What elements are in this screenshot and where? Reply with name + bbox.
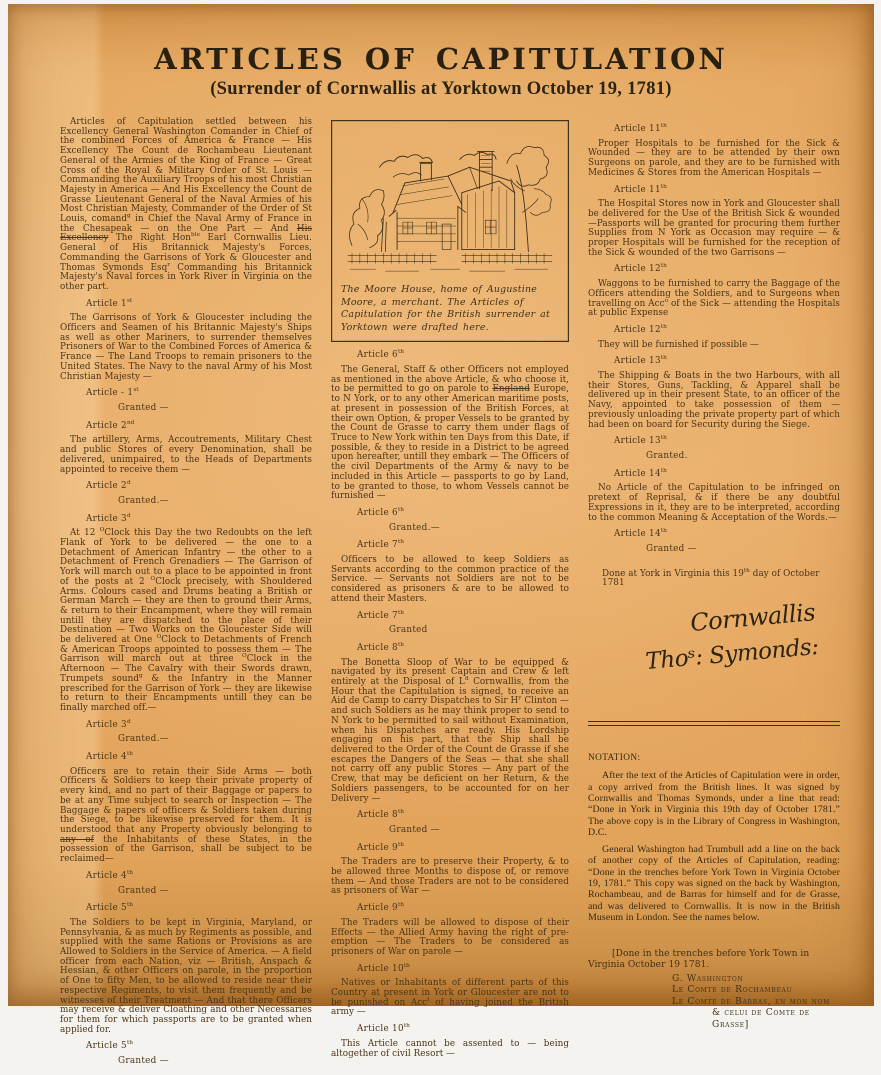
article-paragraph: At 12 $^O$Clock this Day the two Redoubts on the left Flank of York to be delivered — the one to a Detachment of American Infantry — the other to a Detachment of French Grenadiers — The Garrison of York will march out to a place to be appointed in front of the posts at 2 $^O$Clock precisely, with Shouldered Arms. Colours cased and Drums beating a British or German March — they are then to ground their Arms, & return to their Encampment, where they will remain untill they are dispatched to the place of their Destination — Two Works on the Gloucester Side will be delivered at One $^O$Clock to Detachments of French & American Troops appointed to possess them — The Garrison will march out at three $^O$Clock in the Afternoon — The Cavalry with their Swords drawn, Trumpets sound$^g$ & the Infantry in the Manner prescribed for the Garrison of York — they are likewise to return to their Encampments untill they can be finally marched off.— xyxy=(60,527,312,713)
article-paragraph: The Shipping & Boats in the two Harbours, with all their Stores, Guns, Tackling, & Apparel shall be delivered up in their present State, to an officer of the Navy, appointed to take possession of them — previously unloading the private property part of which had been on board for Security during the Siege. xyxy=(588,371,840,430)
article-label: Article 4th xyxy=(86,869,134,881)
article-paragraph: The Garrisons of York & Gloucester including the Officers and Seamen of his Britannic Majesty's Ships as well as other Mariners, to surrender themselves Prisoners of War to the Combined Forces of America & France — The Land Troops to remain prisoners to the United States. The Navy to the naval Army of his Most Christian Majesty — xyxy=(60,313,312,382)
notation-heading: NOTATION: xyxy=(588,752,641,763)
article-paragraph: They will be furnished if possible — xyxy=(598,339,760,350)
page-subtitle: (Surrender of Cornwallis at Yorktown October 19, 1781) xyxy=(210,79,672,99)
article-label: Article 6th xyxy=(357,506,405,518)
article-paragraph: Officers to be allowed to keep Soldiers as Servants according to the common practice of the Service. — Servants not Soldiers are not to be considered as prisoners & are to be allowed to attend their Masters. xyxy=(331,555,569,604)
article-label: Article 6th xyxy=(357,349,405,361)
footer-dateline: [Done in the trenches before York Town in Virginia October 19 1781. xyxy=(588,949,810,971)
article-label: Article 14th xyxy=(614,467,667,479)
article-label: Article 9th xyxy=(357,841,405,853)
granted-line: Granted — xyxy=(118,402,169,413)
article-label: Article 3$^d$ xyxy=(86,718,131,730)
dateline: Done at York in Virginia this 19th day of October 1781 xyxy=(602,567,820,589)
signatory-name: Le Comte de Barras, en mon nom xyxy=(672,996,830,1007)
column-left xyxy=(60,118,312,1075)
article-label: Article 2$^d$ xyxy=(86,480,131,492)
article-label: Article 13th xyxy=(614,355,667,367)
column-right-text xyxy=(588,125,840,589)
article-label: Article - 1st xyxy=(86,387,139,399)
moore-house-figure xyxy=(331,120,569,342)
footer-signatories xyxy=(672,974,840,1032)
column-middle xyxy=(331,118,569,1061)
signatures-image xyxy=(634,593,840,685)
granted-line: Granted.— xyxy=(389,522,440,533)
article-paragraph: Natives or Inhabitants of different parts of this Country at present in York or Gloucester are not to be punished on Acc$^t$ of having joined the British army — xyxy=(331,978,569,1018)
signature-cornwallis: Cornwallis xyxy=(689,598,817,637)
figure-caption: The Moore House, home of Augustine Moore, a merchant. The Articles of Capitulation for the British surrender at Yorktown were drafted here. xyxy=(341,284,550,333)
granted-line: Granted — xyxy=(646,543,697,554)
signatory-name: G. Washington xyxy=(672,973,744,984)
article-paragraph: The artillery, Arms, Accoutrements, Military Chest and public Stores of every Denomination, shall be delivered, unimpaired, to the Heads of Departments appointed to receive them — xyxy=(60,435,312,475)
article-paragraph: The Traders are to preserve their Property, & to be allowed three Months to dispose of, or remove them — And those Traders are not to be considered as prisoners of War — xyxy=(331,857,569,897)
parchment-sheet xyxy=(8,4,874,1067)
article-label: Article 8th xyxy=(357,641,405,653)
article-label: Article 7th xyxy=(357,609,405,621)
article-label: Article 11th xyxy=(614,183,667,195)
granted-line: Granted.— xyxy=(118,734,169,745)
granted-line: Granted — xyxy=(118,885,169,896)
footer-note xyxy=(588,949,840,1031)
article-label: Article 9th xyxy=(357,902,405,914)
article-paragraph: This Article cannot be assented to — being altogether of civil Resort — xyxy=(331,1038,569,1059)
document-header xyxy=(8,4,874,100)
signature-symonds: Thoˢ: Symonds: xyxy=(644,634,820,676)
article-paragraph: Officers are to retain their Side Arms — both Officers & Soldiers to keep their private property of every kind, and no part of their Baggage or papers to be at any Time subject to search or Inspection — The Baggage & papers of officers & Soldiers taken during the Siege, to be likewise preserved for them. It is understood that any Property obviously belonging to any of the Inhabitants of these States, in the possession of the Garrison, shall be subject to be reclaimed— xyxy=(60,766,312,865)
article-paragraph: The General, Staff & other Officers not employed as mentioned in the above Article, & who choose it, to be permitted to go on parole to England Europe, to N York, or to any other American maritime posts, at present in possession of the British Forces, at their own Option, & proper Vessels to be granted by the Count de Grasse to carry them under flags of Truce to New York within ten Days from this Date, if possible, & they to reside in a District to be agreed upon hereafter, untill they embark — The Officers of the civil Departments of the Army & navy to be included in this Article — passports to go by Land, to be granted to those, to whom Vessels cannot be furnished — xyxy=(331,365,570,502)
page-title: ARTICLES OF CAPITULATION xyxy=(154,42,728,76)
granted-line: Granted — xyxy=(118,1056,169,1067)
article-paragraph: The Soldiers to be kept in Virginia, Maryland, or Pennsylvania, & as much by Regiments as possible, and supplied with the same Rations or Provisions as are Allowed to Soldiers in the Service of America. — A field officer from each Nation, viz — British, Anspach & Hessian, & other Officers on parole, in the proportion of One to fifty Men, to be allowed to reside near their respective Regiments, to visit them frequently and be witnesses of their Treatment — And that there Officers may receive & deliver Cloathing and other Necessaries for them for which passports are to be granted when applied for. xyxy=(60,917,312,1035)
moore-house-illustration xyxy=(341,130,559,277)
article-paragraph: No Article of the Capitulation to be infringed on pretext of Reprisal, & if there be any doubtful Expressions in it, they are to be interpreted, according to the common Meaning & Acceptation of the Words.— xyxy=(588,483,840,523)
article-label: Article 7th xyxy=(357,539,405,551)
article-paragraph: Proper Hospitals to be furnished for the Sick & Wounded — they are to be attended by their own Surgeons on parole, and they are to be furnished with Medicines & Stores from the American Hospitals — xyxy=(588,138,840,178)
article-label: Article 1st xyxy=(86,297,133,309)
article-label: Article 5th xyxy=(86,1040,134,1052)
double-rule-divider xyxy=(588,721,840,726)
granted-line: Granted.— xyxy=(118,495,169,506)
granted-line: Granted. xyxy=(646,450,688,461)
article-label: Article 11th xyxy=(614,123,667,134)
article-label: Article 12th xyxy=(614,323,667,335)
article-label: Article 10th xyxy=(357,1023,410,1035)
article-label: Article 14th xyxy=(614,528,667,540)
article-label: Article 10th xyxy=(357,962,410,974)
article-label: Article 5th xyxy=(86,902,134,914)
signatory-name: & celui de Comte de Grasse] xyxy=(712,1008,810,1030)
signature-block xyxy=(634,593,840,685)
notation-paragraph: After the text of the Articles of Capitulation were in order, a copy arrived from the British lines. It was signed by Cornwallis and Thomas Symonds, under a line that read: “Done in York in Virginia this 19th day of October 1781.” The above copy is in the Library of Congress in Washington, D.C. xyxy=(588,770,840,838)
article-label: Article 4th xyxy=(86,751,134,763)
article-label: Article 12th xyxy=(614,263,667,275)
article-label: Article 13th xyxy=(614,435,667,447)
column-right xyxy=(588,118,840,1032)
article-paragraph: The Hospital Stores now in York and Gloucester shall be delivered for the Use of the British Sick & wounded —Passports will be granted for procuring them further Supplies from N York as Occasion may require — & proper Hospitals will be furnished for the reception of the Sick & wounded of the two Garrisons — xyxy=(588,199,840,258)
article-paragraph: The Bonetta Sloop of War to be equipped & navigated by its present Captain and Crew & left entirely at the Disposal of $L^d$ Cornwallis, from the Hour that the Capitulation is signed, to receive an Aid de Camp to carry Dispatches to Sir $H^y$ Clinton — and such Soldiers as he may think proper to send to N York to be permitted to sail without Examination, when his Dispatches are ready. His Lordship engaging on his part, that the Ship shall be delivered to the Order of the Count de Grasse if she escapes the Dangers of the Seas — that she shall not carry off any public Stores — Any part of the Crew, that may be deficient on her Return, & the Soldiers passengers, to be accounted for on her Delivery — xyxy=(331,657,569,804)
three-column-body xyxy=(8,100,874,1075)
article-paragraph: Articles of Capitulation settled between his Excellency General Washington Comander in Chief of the combined Forces of America & France — His Excellency The Count de Rochambeau Lieutenant General of the Armies of the King of France — Great Cross of the Royal & Military Order of St. Louis — Commanding the Auxiliary Troops of his most Christian Majesty in America — And His Excellency the Count de Grasse Lieutenant General of the Naval Armies of his Most Christian Majesty, Commander of the Order of St Louis, comand$^g$ in Chief the Naval Army of France in the Chesapeak — on the One Part — And His Excellency The Right Hon$^{ble}$ Earl Cornwallis Lieu. General of His Britannick Majesty's Forces, Commanding the Garrisons of York & Gloucester and Thomas Symonds Esq$^r$ Commanding his Britannick Majesty's Naval forces in York River in Virginia on the other part. xyxy=(60,117,312,292)
granted-line: Granted — xyxy=(389,824,440,835)
article-paragraph: The Traders will be allowed to dispose of their Effects — the Allied Army having the right of pre-emption — The Traders to be considered as prisoners of War on parole — xyxy=(331,917,569,957)
notation-text xyxy=(588,770,840,923)
article-paragraph: Waggons to be furnished to carry the Baggage of the Officers attending the Soldiers, and to Surgeons when travelling on Acc$^o$ of the Sick — attending the Hospitals at public Expense xyxy=(588,279,840,319)
notation-paragraph: General Washington had Trumbull add a line on the back of another copy of the Articles of Capitulation, reading: “Done in the trenches before York Town in Virginia October 19, 1781.” This copy was signed on the back by Washington, Rochambeau, and de Barras for himself and for de Grasse, and was delivered to Cornwallis. It is now in the British Museum in London. See the names below. xyxy=(588,844,840,923)
granted-line: Granted xyxy=(389,625,428,636)
column-middle-text xyxy=(331,351,569,1059)
signatory-name: Le Comte de Rochambeau xyxy=(672,985,793,996)
article-label: Article 8th xyxy=(357,809,405,821)
article-label: Article 2nd xyxy=(86,419,135,431)
article-label: Article 3$^d$ xyxy=(86,512,131,524)
